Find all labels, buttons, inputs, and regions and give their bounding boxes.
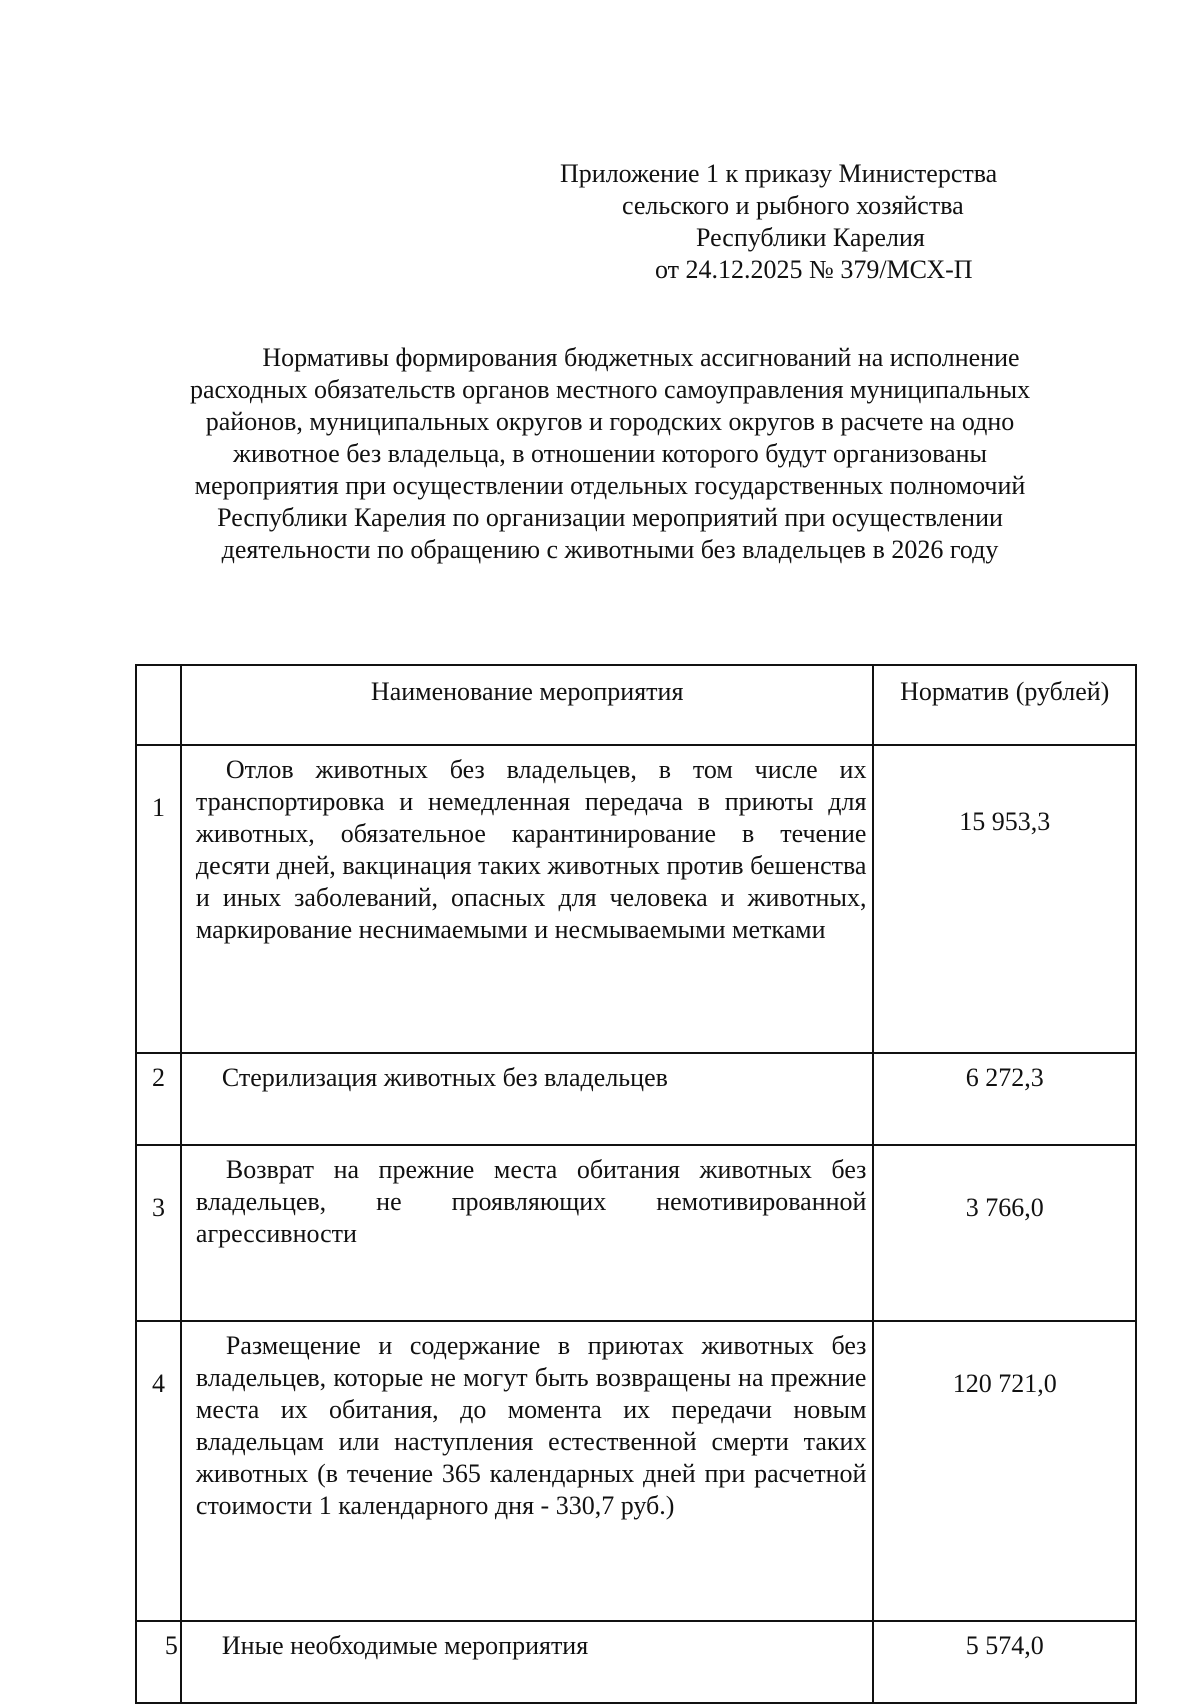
row-value: 6 272,3 [873,1053,1136,1145]
appendix-line: Приложение 1 к приказу Министерства [560,159,998,188]
table-header-row [136,665,1136,745]
row-number: 4 [136,1321,181,1621]
title-line: Республики Карелия по организации мероприятий при осуществлении [217,503,1003,532]
table-row [136,1053,1136,1145]
appendix-line: сельского и рыбного хозяйства [622,191,964,220]
row-name [181,1321,874,1621]
header-value: Норматив (рублей) [873,665,1136,745]
row-number: 5 [136,1621,181,1703]
row-number: 2 [136,1053,181,1145]
row-value: 5 574,0 [873,1621,1136,1703]
table-row [136,745,1136,1053]
table-row [136,1621,1136,1703]
row-name-text: Размещение и содержание в приютах животных без владельцев, которые не могут быть возвращены на прежние места их обитания, до момента их передачи новым владельцам или наступления естественной смерти таких животных (в течение 365 календарных дней при расчетной стоимости 1 календарного дня - 330,7 руб.) [195,1331,867,1520]
row-name-text: Отлов животных без владельцев, в том числе их транспортировка и немедленная передача в приюты для животных, обязательное карантинирование в течение десяти дней, вакцинация таких животных против бешенства и иных заболеваний, опасных для человека и животных, маркирование неснимаемыми и несмываемыми метками [195,755,867,944]
row-name [181,1145,874,1321]
row-value: 120 721,0 [873,1321,1136,1621]
title-line: мероприятия при осуществлении отдельных государственных полномочий [194,471,1026,500]
row-name-text: Возврат на прежние места обитания животных без владельцев, не проявляющих немотивированной агрессивности [195,1155,867,1248]
row-value: 3 766,0 [873,1145,1136,1321]
title-line: животное без владельца, в отношении которого будут организованы [233,439,987,468]
row-name-text: Стерилизация животных без владельцев [221,1063,668,1092]
row-number: 1 [136,745,181,1053]
table-row [136,1321,1136,1621]
title-line: Нормативы формирования бюджетных ассигнований на исполнение [262,343,1020,372]
norms-table [135,664,1137,1704]
header-name: Наименование мероприятия [181,665,874,745]
row-name [181,1621,874,1703]
document-title [150,342,1070,566]
row-name [181,745,874,1053]
row-number: 3 [136,1145,181,1321]
appendix-line: Республики Карелия [696,223,925,252]
title-line: деятельности по обращению с животными без владельцев в 2026 году [221,535,999,564]
appendix-line: от 24.12.2025 № 379/МСХ-П [655,255,973,284]
title-line: расходных обязательств органов местного самоуправления муниципальных [189,375,1031,404]
appendix-header [560,158,1080,286]
title-line: районов, муниципальных округов и городских округов в расчете на одно [205,407,1015,436]
table-row [136,1145,1136,1321]
row-name-text: Иные необходимые мероприятия [221,1631,589,1660]
header-num [136,665,181,745]
row-value: 15 953,3 [873,745,1136,1053]
row-name [181,1053,874,1145]
